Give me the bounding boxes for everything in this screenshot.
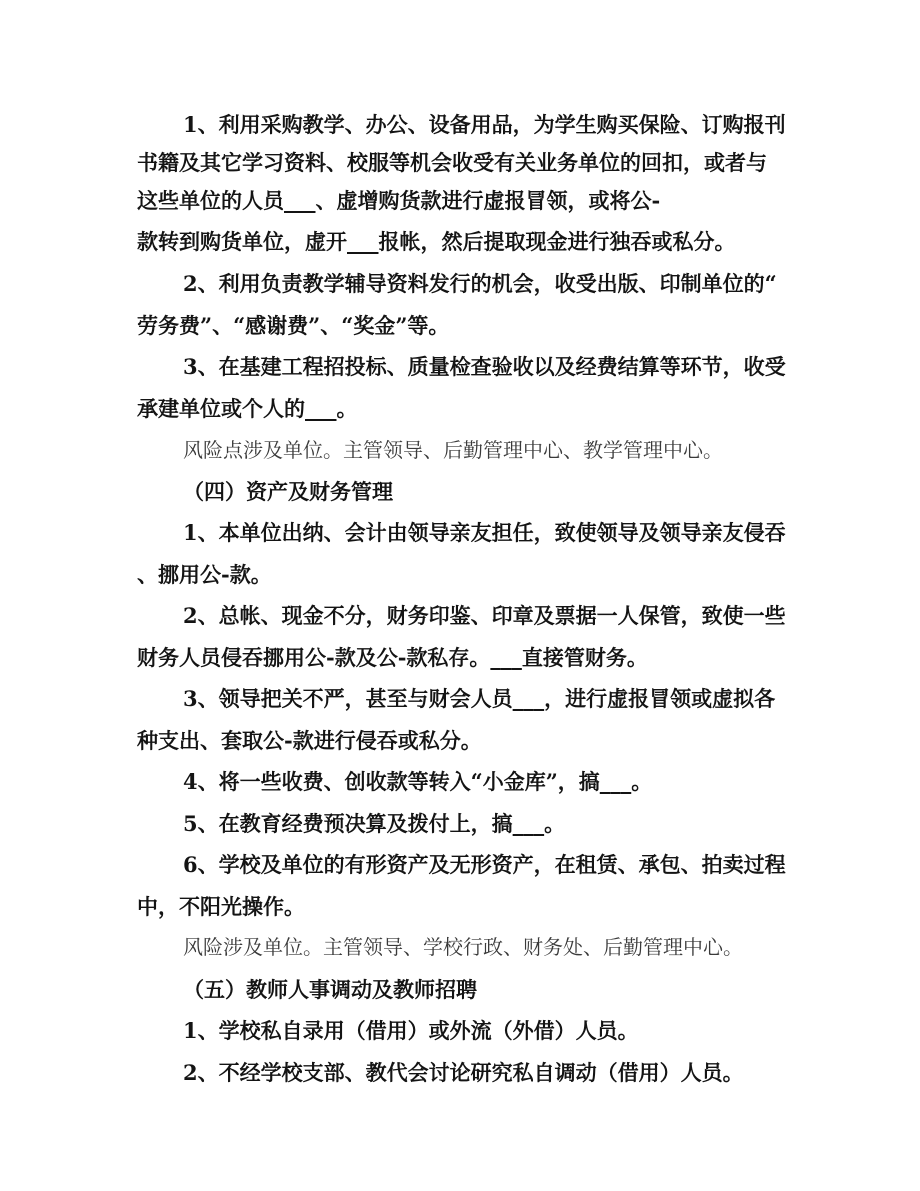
paragraph-line: 2、总帐、现金不分，财务印鉴、印章及票据一人保管，致使一些 — [183, 603, 786, 628]
paragraph-line: 1、本单位出纳、会计由领导亲友担任，致使领导及领导亲友侵吞 — [183, 520, 786, 545]
paragraph-line: 3、领导把关不严，甚至与财会人员___，进行虚报冒领或虚拟各 — [183, 686, 776, 711]
paragraph-line: 这些单位的人员___、虚增购货款进行虚报冒领，或将公- — [137, 188, 661, 213]
paragraph-line: 3、在基建工程招投标、质量检查验收以及经费结算等环节，收受 — [183, 354, 786, 379]
paragraph-line: 劳务费”、“感谢费”、“奖金”等。 — [137, 313, 450, 338]
risk-note-line: 风险涉及单位。主管领导、学校行政、财务处、后勤管理中心。 — [183, 935, 743, 959]
paragraph-line: 、挪用公-款。 — [137, 562, 272, 587]
paragraph-line: 4、将一些收费、创收款等转入“小金库”，搞___。 — [183, 769, 653, 794]
section-heading: （五）教师人事调动及教师招聘 — [183, 977, 477, 1002]
paragraph-line: 2、不经学校支部、教代会讨论研究私自调动（借用）人员。 — [183, 1060, 744, 1085]
paragraph-line: 财务人员侵吞挪用公-款及公-款私存。___直接管财务。 — [137, 645, 648, 670]
paragraph-line: 5、在教育经费预决算及拨付上，搞___。 — [183, 811, 566, 836]
paragraph-line: 种支出、套取公-款进行侵吞或私分。 — [137, 728, 482, 753]
paragraph-line: 承建单位或个人的___。 — [137, 396, 358, 421]
risk-note-line: 风险点涉及单位。主管领导、后勤管理中心、教学管理中心。 — [183, 438, 723, 462]
paragraph-line: 款转到购货单位，虚开___报帐，然后提取现金进行独吞或私分。 — [137, 229, 736, 254]
paragraph-line: 2、利用负责教学辅导资料发行的机会，收受出版、印制单位的“ — [183, 271, 777, 296]
paragraph-line: 1、学校私自录用（借用）或外流（外借）人员。 — [183, 1018, 639, 1043]
paragraph-line: 6、学校及单位的有形资产及无形资产，在租赁、承包、拍卖过程 — [183, 852, 786, 877]
paragraph-line: 书籍及其它学习资料、校服等机会收受有关业务单位的回扣，或者与 — [137, 150, 767, 175]
paragraph-line: 1、利用采购教学、办公、设备用品，为学生购买保险、订购报刊 — [183, 112, 786, 137]
section-heading: （四）资产及财务管理 — [183, 479, 393, 504]
paragraph-line: 中，不阳光操作。 — [137, 894, 305, 919]
